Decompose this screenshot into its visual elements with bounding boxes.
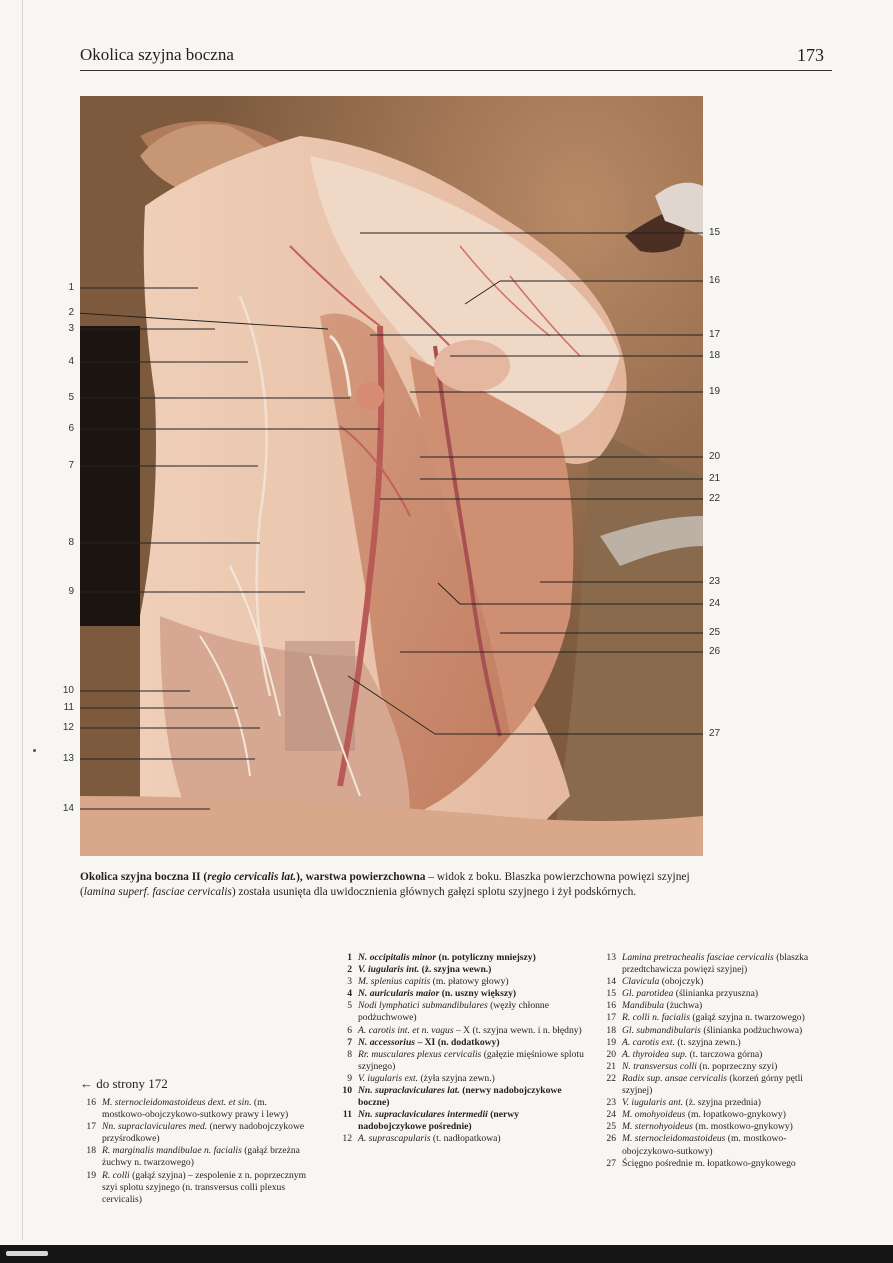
legend-number: 26 [606, 1133, 616, 1145]
legend-number: 8 [347, 1048, 352, 1060]
legend-latin-term: Nodi lymphatici submandibulares [358, 1000, 488, 1012]
legend-item [600, 1012, 832, 1024]
legend-number: 4 [347, 988, 352, 1000]
legend-latin-term: V. iugularis int. [358, 964, 420, 976]
legend-polish-term: (m. mostkowo-obojczykowo-sutkowy) [622, 1133, 787, 1157]
legend-number: 7 [347, 1036, 352, 1048]
legend-item [336, 1025, 586, 1037]
back-reference-link[interactable]: ← do strony 172 [80, 1076, 168, 1091]
legend-number: 19 [606, 1036, 616, 1048]
legend-latin-term: Lamina pretrachealis fasciae cervicalis [622, 952, 774, 963]
legend-number: 16 [606, 1000, 616, 1012]
caption-bold-end: ), warstwa powierzchowna [296, 871, 426, 883]
legend-number: 17 [86, 1121, 96, 1133]
legend-number: 9 [347, 1072, 352, 1084]
label-20: 20 [709, 451, 721, 462]
legend-latin-term: Gl. submandibularis [622, 1024, 701, 1036]
caption-text-2: ) została usunięta dla uwidocznienia głównych gałęzi splotu szyjnego i żył podskórnych. [231, 886, 637, 898]
legend-latin-term: Mandibula [622, 1000, 665, 1012]
legend-latin-term: M. sternocleidomastoideus [622, 1133, 726, 1145]
label-22: 22 [709, 493, 721, 504]
legend-item [336, 964, 586, 976]
bottom-scan-bar [0, 1245, 893, 1263]
label-16: 16 [709, 275, 721, 286]
legend-item [600, 1025, 832, 1037]
legend-latin-term: N. auricularis maior [358, 988, 440, 1000]
caption-latin-term-2: lamina superf. fasciae cervicalis [83, 886, 232, 898]
legend-polish-term: (m. łopatkowo-gnykowy) [687, 1109, 786, 1121]
label-23: 23 [709, 576, 721, 587]
legend-item [600, 1049, 832, 1061]
legend-column-middle [336, 952, 586, 1146]
legend-latin-term: R. colli [102, 1169, 130, 1181]
legend-number: 16 [86, 1097, 96, 1108]
legend-latin-term: V. iugularis ext. [358, 1072, 419, 1084]
legend-item [336, 1109, 586, 1133]
legend-number: 24 [606, 1109, 616, 1121]
legend-number: 18 [86, 1145, 96, 1157]
legend-polish-term: (gałąź szyjna) – zespolenie z n. poprzecznym szyi splotu szyjnego (n. transversus colli plexus cervicalis) [102, 1169, 307, 1205]
legend-polish-term: (nerwy nadobojczykowe boczne) [358, 1085, 562, 1109]
label-27: 27 [709, 728, 721, 739]
label-25: 25 [709, 627, 721, 638]
legend-item [600, 1073, 832, 1097]
legend-number: 13 [606, 952, 616, 963]
legend-number: 3 [347, 976, 352, 988]
legend-item [336, 988, 586, 1000]
legend-polish-term: (gałąź szyjna n. twarzowego) [692, 1012, 805, 1024]
label-9: 9 [68, 586, 74, 597]
legend-polish-term: (gałęzie mięśniowe splotu szyjnego) [358, 1048, 584, 1072]
legend-item [336, 952, 586, 964]
legend-latin-term: R. marginalis mandibulae n. facialis [102, 1145, 242, 1157]
label-5: 5 [68, 392, 74, 403]
scan-light-strip [6, 1251, 48, 1256]
legend-polish-term: (nerwy nadobojczykowe pośrednie) [358, 1109, 519, 1133]
legend-polish-term: (t. tarczowa górna) [689, 1048, 763, 1060]
legend-item [336, 1085, 586, 1109]
legend-column-left [80, 1097, 312, 1206]
legend-number: 17 [606, 1012, 616, 1024]
legend-polish-term: (m. mostkowo-gnykowy) [695, 1121, 793, 1133]
legend-item [600, 1037, 832, 1049]
label-26: 26 [709, 646, 721, 657]
label-4: 4 [68, 356, 74, 367]
legend-latin-term: A. carotis ext. [622, 1036, 675, 1048]
legend-item [600, 1109, 832, 1121]
legend-item [600, 988, 832, 1000]
legend-item [600, 1158, 832, 1170]
label-19: 19 [709, 386, 721, 397]
legend-column-right [600, 952, 832, 1170]
legend-polish-term: (blaszka przedtchawicza powięzi szyjnej) [622, 952, 809, 976]
legend-latin-term: M. sternohyoideus [622, 1121, 693, 1133]
legend-item [600, 1061, 832, 1073]
legend-number: 27 [606, 1157, 616, 1169]
legend-item [600, 1133, 832, 1157]
legend-item [336, 1049, 586, 1073]
legend-latin-term: M. omohyoideus [622, 1109, 686, 1121]
legend-number: 5 [347, 1000, 352, 1012]
label-18: 18 [709, 350, 721, 361]
legend-number: 19 [86, 1169, 96, 1181]
legend-number: 22 [606, 1072, 616, 1084]
legend-polish-term: (żyła szyjna zewn.) [420, 1072, 495, 1084]
label-8: 8 [68, 537, 74, 548]
legend-number: 12 [342, 1133, 352, 1145]
legend-number: 10 [342, 1085, 352, 1097]
legend-latin-term: M. splenius capitis [358, 976, 431, 988]
legend-polish-term: (gałąź brzeżna żuchwy n. twarzowego) [102, 1145, 300, 1169]
caption-latin-term: regio cervicalis lat. [207, 871, 297, 883]
page-number: 173 [797, 45, 824, 65]
legend-polish-term: (t. nadłopatkowa) [432, 1133, 501, 1145]
label-14: 14 [62, 803, 74, 814]
legend-item [600, 1000, 832, 1012]
legend-polish-term: (n. poprzeczny szyi) [699, 1060, 778, 1072]
legend-latin-term: N. occipitalis minor [358, 952, 437, 963]
label-11: 11 [63, 702, 74, 713]
legend-latin-term: Clavicula [622, 976, 660, 988]
label-13: 13 [62, 753, 74, 764]
legend-item [336, 1000, 586, 1024]
legend-latin-term: A. thyroidea sup. [622, 1048, 688, 1060]
neck-dissection-photo [80, 96, 703, 856]
legend-number: 11 [342, 1109, 352, 1121]
label-15: 15 [709, 227, 721, 238]
legend-item [600, 1121, 832, 1133]
legend-number: 2 [347, 964, 352, 976]
legend-item [336, 1037, 586, 1049]
running-header-title: Okolica szyjna boczna [80, 45, 234, 64]
legend-polish-term: – XI (n. dodatkowy) [417, 1036, 500, 1048]
label-7: 7 [68, 460, 74, 471]
label-2: 2 [68, 307, 74, 318]
legend-polish-term: (m. mostkowo-obojczykowo-sutkowy prawy i lewy) [102, 1097, 289, 1121]
legend-polish-term: (obojczyk) [661, 976, 704, 988]
legend-latin-term: M. sternocleidomastoideus dext. et sin. [102, 1097, 252, 1108]
legend-number: 20 [606, 1048, 616, 1060]
caption-text: – widok z boku. Blaszka powierzchowna powięzi szyjnej ( [80, 871, 690, 898]
legend-item [336, 1073, 586, 1085]
legend-polish-term: (n. uszny większy) [441, 988, 517, 1000]
legend-item [80, 1097, 312, 1121]
legend-polish-term: (ż. szyjna przednia) [685, 1097, 761, 1109]
legend-latin-term: Nn. supraclaviculares med. [102, 1121, 208, 1133]
legend-polish-term: (ślinianka podżuchwowa) [703, 1024, 803, 1036]
legend-item [600, 976, 832, 988]
label-6: 6 [68, 423, 74, 434]
legend-item [600, 952, 832, 976]
legend-latin-term: R. colli n. facialis [622, 1012, 690, 1024]
label-12: 12 [62, 722, 74, 733]
legend-polish-term: (m. płatowy głowy) [432, 976, 509, 988]
legend-latin-term: Rr. musculares plexus cervicalis [358, 1048, 482, 1060]
legend-polish-term: (n. potyliczny mniejszy) [438, 952, 536, 963]
legend-polish-term: (korzeń górny pętli szyjnej) [622, 1072, 803, 1097]
legend-number: 15 [606, 988, 616, 1000]
legend-number: 21 [606, 1060, 616, 1072]
legend-polish-term: Ścięgno pośrednie m. łopatkowo-gnykowego [622, 1157, 796, 1169]
label-10: 10 [62, 685, 74, 696]
figure-caption [80, 870, 720, 900]
legend-item [80, 1170, 312, 1206]
legend-polish-term: (ż. szyjna wewn.) [421, 964, 492, 976]
legend-item [336, 1133, 586, 1145]
legend-latin-term: N. accessorius [358, 1036, 416, 1048]
legend-latin-term: Radix sup. ansae cervicalis [622, 1072, 727, 1084]
legend-latin-term: A. suprascapularis [358, 1133, 431, 1145]
label-17: 17 [709, 329, 721, 340]
legend-polish-term: (nerwy nadobojczykowe przyśrodkowe) [102, 1121, 305, 1145]
label-1: 1 [68, 282, 74, 293]
legend-polish-term: (żuchwa) [666, 1000, 703, 1012]
legend-latin-term: Gl. parotidea [622, 988, 674, 1000]
legend-number: 23 [606, 1097, 616, 1109]
caption-bold-start: Okolica szyjna boczna II ( [80, 871, 208, 883]
legend-latin-term: N. transversus colli [622, 1060, 697, 1072]
label-21: 21 [709, 473, 721, 484]
legend-latin-term: Nn. supraclaviculares lat. [358, 1085, 460, 1097]
legend-number: 6 [347, 1024, 352, 1036]
legend-polish-term: – X (t. szyjna wewn. i n. błędny) [455, 1024, 582, 1036]
legend-latin-term: Nn. supraclaviculares intermedii [358, 1109, 488, 1121]
legend-item [600, 1097, 832, 1109]
legend-number: 18 [606, 1024, 616, 1036]
legend-latin-term: A. carotis int. et n. vagus [358, 1024, 454, 1036]
legend-item [80, 1121, 312, 1145]
legend-number: 25 [606, 1121, 616, 1133]
label-3: 3 [68, 323, 74, 334]
legend-polish-term: (ślinianka przyuszna) [675, 988, 759, 1000]
legend-number: 1 [347, 952, 352, 963]
legend-polish-term: (t. szyjna zewn.) [677, 1036, 741, 1048]
legend-item [80, 1145, 312, 1169]
legend-item [336, 976, 586, 988]
label-24: 24 [709, 598, 721, 609]
legend-latin-term: V. iugularis ant. [622, 1097, 684, 1109]
legend-number: 14 [606, 976, 616, 988]
legend-polish-term: (węzły chłonne podżuchwowe) [358, 1000, 549, 1024]
